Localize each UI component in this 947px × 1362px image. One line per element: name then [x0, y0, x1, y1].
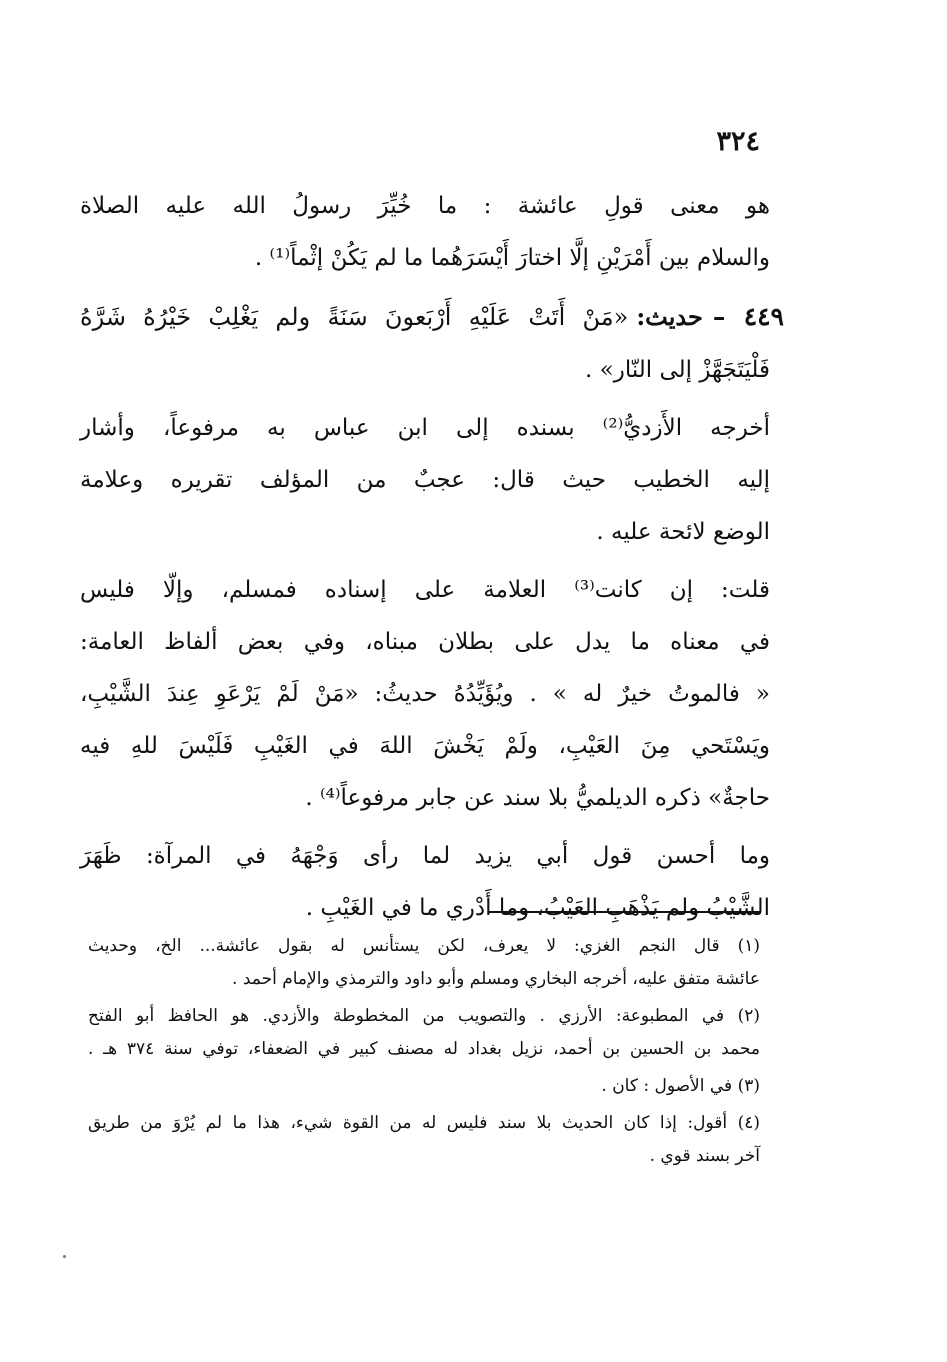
- hadith-number: ٤٤٩ –: [712, 302, 784, 331]
- hadith-label: حديث:: [636, 302, 703, 331]
- text-line: الشَّيْبُ ولم يَذْهَبِ العَيْبُ، وما أَدْري ما في الغَيْبِ .: [305, 895, 770, 921]
- scan-speck: [63, 1255, 66, 1258]
- footnote-line: (١) قال النجم الغزي: لا يعرف، لكن يستأنس له بقول عائشة... الخ، وحديث: [88, 936, 760, 956]
- footnote-line: عائشة متفق عليه، أخرجه البخاري ومسلم وأبو داود والترمذي والإمام أحمد .: [232, 969, 760, 989]
- text-line: حاجةٌ» ذكره الديلميُّ بلا سند عن جابر مرفوعاً⁽⁴⁾ .: [305, 785, 770, 811]
- text-line: إليه الخطيب حيث قال: عجبٌ من المؤلف تقريره وعلامة: [80, 467, 770, 493]
- hadith-text: «مَنْ أَتَتْ عَلَيْهِ أَرْبَعونَ سَنَةً ولم يَغْلِبْ خَيْرُهُ شَرَّهُ: [80, 303, 629, 331]
- text-line: ويَسْتَحي مِنَ العَيْبِ، ولَمْ يَخْشَ اللهَ في الغَيْبِ فَلَيْسَ للهِ فيه: [80, 733, 770, 759]
- text-line: وما أحسن قول أبي يزيد لما رأى وَجْهَهُ في المرآة: ظَهَرَ: [80, 843, 770, 869]
- text-line: والسلام بين أَمْرَيْنِ إلَّا اختارَ أَيْسَرَهُما ما لم يَكُنْ إثْماً⁽¹⁾ .: [254, 245, 770, 271]
- footnote-line: آخر بسند قوي .: [649, 1146, 760, 1166]
- hadith-heading-line: [80, 290, 784, 344]
- footnote-divider: [489, 911, 760, 913]
- hadith-text-line: فَلْيَتَجَهَّزْ إلى النّار» .: [585, 357, 770, 383]
- text-line: « فالموتُ خيرٌ له » . ويُؤَيِّدُهُ حديثُ: «مَنْ لَمْ يَرْعَوِ عِندَ الشَّيْبِ،: [80, 681, 770, 707]
- footnote-line: (٤) أقول: إذا كان الحديث بلا سند فليس له من القوة شيء، هذا ما لم يُرْوَ من طريق: [88, 1113, 760, 1133]
- page-number: ٣٢٤: [716, 126, 760, 157]
- footnote-line: (٢) في المطبوعة: الأرزي . والتصويب من المخطوطة والأزدي. هو الحافظ أبو الفتح: [88, 1006, 760, 1026]
- footnote-line: (٣) في الأصول : كان .: [601, 1076, 760, 1096]
- text-line: الوضع لائحة عليه .: [596, 519, 770, 545]
- text-line: في معناه ما يدل على بطلان مبناه، وفي بعض ألفاظ العامة:: [80, 629, 770, 655]
- text-line: أخرجه الأَزديُّ⁽²⁾ بسنده إلى ابن عباس به مرفوعاً، وأشار: [80, 415, 770, 441]
- main-text: [80, 180, 784, 934]
- text-line: قلت: إن كانت⁽³⁾ العلامة على إسناده فمسلم، وإلّا فليس: [80, 577, 771, 603]
- text-line: هو معنى قولِ عائشة : ما خُيِّرَ رسولُ الله عليه الصلاة: [80, 193, 770, 219]
- footnote-line: محمد بن الحسين بن أحمد، نزيل بغداد له مصنف كبير في الضعفاء، توفي سنة ٣٧٤ هـ .: [88, 1039, 760, 1059]
- footnotes: [88, 930, 760, 1173]
